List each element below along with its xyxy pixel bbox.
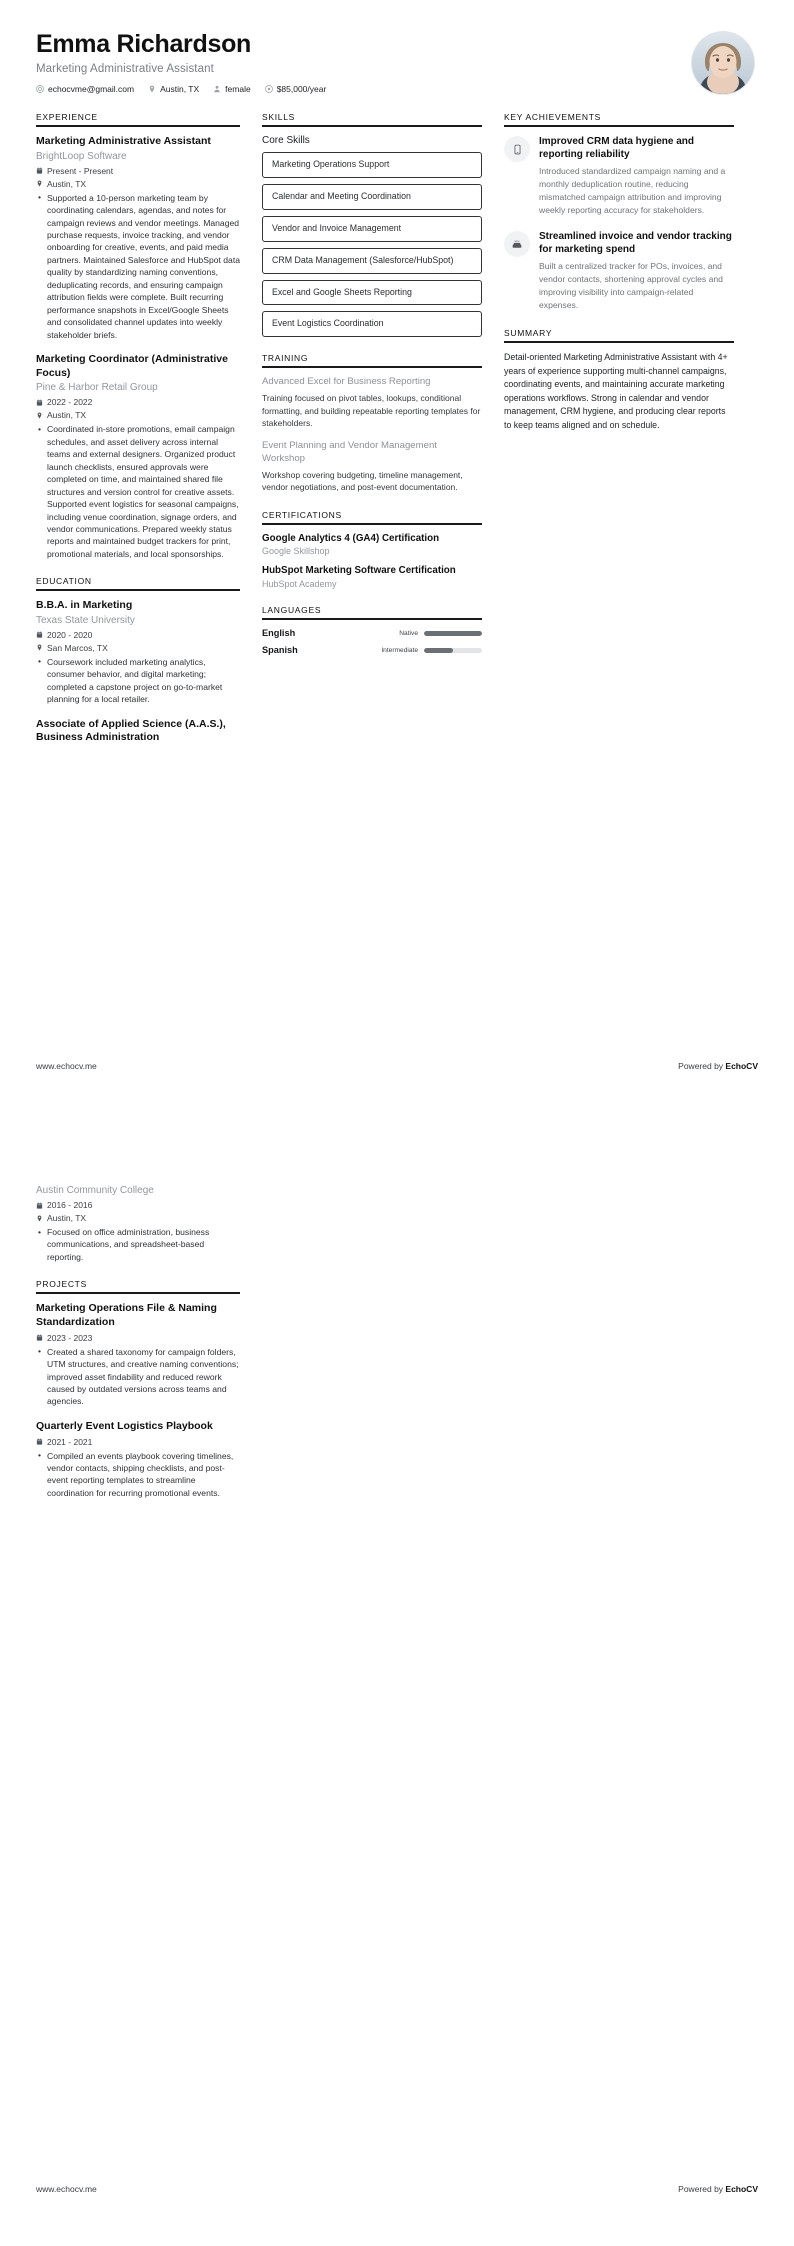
training-entry	[262, 376, 482, 429]
avatar	[692, 32, 754, 94]
footer-powered-prefix: Powered by	[678, 2184, 726, 2194]
location-pin-icon	[36, 644, 43, 651]
resume-page-2	[0, 1123, 794, 2246]
mobile-device-icon	[504, 136, 530, 162]
section-rule	[262, 618, 482, 620]
education-bullets	[36, 1226, 240, 1263]
education-location	[36, 643, 240, 653]
section-rule	[262, 125, 482, 127]
experience-location	[36, 179, 240, 189]
section-training	[262, 353, 482, 493]
experience-company: Pine & Harbor Retail Group	[36, 382, 158, 394]
education-continued	[36, 1184, 240, 1263]
education-bullet: • Focused on office administration, business communications, and spreadsheet-based reporting.	[47, 1226, 240, 1263]
education-bullet: • Coursework included marketing analytics, consumer behavior, and digital marketing; completed a capstone project on go-to-market planning for a local retailer.	[47, 656, 240, 706]
section-title-skills: SKILLS	[262, 112, 296, 122]
experience-company: BrightLoop Software	[36, 150, 127, 162]
certification-org: HubSpot Academy	[262, 579, 337, 590]
candidate-name: Emma Richardson	[36, 30, 252, 58]
section-rule	[36, 125, 240, 127]
experience-bullet: • Supported a 10-person marketing team by coordinating calendars, agendas, and notes for campaign reviews and vendor meetings. Managed purchase requests, invoice tracking, and vendor onboarding for creative, events, and paid media partners. Maintained Salesforce and HubSpot data quality by standardizing naming conventions, deduplicating records, and ensuring campaign attribution fields were complete. Built recurring performance snapshots in Excel/Google Sheets and consolidated channel updates into weekly stakeholder briefs.	[47, 192, 240, 341]
contact-email-value: echocvme@gmail.com	[48, 83, 135, 94]
section-summary	[504, 328, 734, 433]
section-skills	[262, 112, 482, 337]
contact-email[interactable]	[36, 84, 134, 94]
education-dates-value: 2020 - 2020	[47, 629, 93, 640]
middle-column	[262, 112, 482, 671]
section-education	[36, 576, 240, 745]
section-key-achievements	[504, 112, 734, 312]
experience-location-value: Austin, TX	[47, 410, 87, 421]
email-icon	[36, 85, 44, 93]
section-experience	[36, 112, 240, 560]
education-degree: B.B.A. in Marketing	[36, 599, 133, 612]
section-title-summary: SUMMARY	[504, 327, 553, 338]
experience-entry	[36, 135, 240, 341]
header-text-block	[36, 30, 692, 94]
location-pin-icon	[36, 180, 43, 187]
cake-icon	[504, 231, 530, 257]
calendar-icon	[36, 1202, 43, 1209]
achievement-description: Introduced standardized campaign naming and a monthly deduplication routine, reducing mismatched campaign attribution and improving weekly reporting accuracy for stakeholders.	[539, 166, 726, 216]
resume-header	[0, 0, 794, 94]
skill-pill: Event Logistics Coordination	[262, 311, 482, 337]
section-title-education: EDUCATION	[36, 576, 92, 587]
education-entry	[36, 718, 240, 745]
project-entry	[36, 1302, 240, 1408]
project-dates-value: 2021 - 2021	[47, 1436, 93, 1447]
achievement-title: Improved CRM data hygiene and reporting reliability	[539, 136, 695, 161]
education-school: Austin Community College	[36, 1185, 154, 1196]
salary-icon	[265, 85, 273, 93]
contact-salary	[265, 84, 327, 94]
experience-title: Marketing Administrative Assistant	[36, 135, 211, 147]
page-footer	[0, 1061, 794, 1071]
education-location-value: Austin, TX	[47, 1213, 87, 1223]
project-bullet: • Compiled an events playbook covering timelines, vendor contacts, shipping checklists, and post-event reporting templates to streamline coordination for recurring promotional events.	[47, 1450, 240, 1500]
contact-gender-value: female	[225, 83, 251, 94]
section-certifications	[262, 510, 482, 589]
footer-brand: EchoCV	[725, 2184, 758, 2194]
left-column-page2	[36, 1183, 240, 1515]
contact-location	[148, 84, 199, 94]
achievement-title: Streamlined invoice and vendor tracking for marketing spend	[539, 230, 732, 256]
language-level: Intermediate	[381, 646, 418, 654]
resume-columns-page2	[0, 1123, 794, 1515]
section-rule	[36, 589, 240, 591]
footer-powered-prefix: Powered by	[678, 1061, 726, 1071]
experience-bullets	[36, 192, 240, 341]
education-degree: Associate of Applied Science (A.A.S.), Business Administration	[36, 717, 226, 744]
section-rule	[504, 341, 734, 343]
project-dates	[36, 1333, 240, 1343]
achievement-description: Built a centralized tracker for POs, invoices, and vendor contacts, shortening approval cycles and improving visibility into campaign-related expenses.	[539, 261, 723, 310]
experience-bullets	[36, 423, 240, 560]
left-column	[36, 112, 240, 761]
skill-pill: CRM Data Management (Salesforce/HubSpot)	[262, 248, 482, 274]
training-entry	[262, 440, 482, 494]
calendar-icon	[36, 167, 43, 174]
calendar-icon	[36, 399, 43, 406]
contact-gender	[213, 84, 251, 94]
section-title-training: TRAINING	[262, 353, 309, 364]
project-bullets	[36, 1346, 240, 1408]
language-name: English	[262, 628, 296, 639]
section-title-certifications: CERTIFICATIONS	[262, 509, 342, 520]
contact-row	[36, 84, 692, 94]
section-title-languages: LANGUAGES	[262, 605, 322, 616]
location-pin-icon	[36, 412, 43, 419]
experience-entry	[36, 353, 240, 560]
summary-text: Detail-oriented Marketing Administrative Assistant with 4+ years of experience supporting multi-channel campaigns, coordinating events, and maintaining accurate marketing operations workflows. Strong in calendar and vendor management, CRM hygiene, and producing clear reports to keep teams aligned and on schedule.	[504, 351, 728, 430]
education-bullets	[36, 656, 240, 706]
language-row	[262, 628, 482, 638]
certification-title: HubSpot Marketing Software Certification	[262, 565, 456, 577]
location-pin-icon	[36, 1215, 43, 1222]
language-name: Spanish	[262, 645, 298, 656]
resume-columns	[0, 94, 794, 761]
project-bullets	[36, 1450, 240, 1500]
footer-powered-by	[678, 2184, 758, 2194]
certification-title: Google Analytics 4 (GA4) Certification	[262, 532, 440, 544]
education-dates	[36, 630, 240, 640]
section-rule	[262, 523, 482, 525]
achievement-body	[539, 230, 734, 312]
experience-location	[36, 410, 240, 420]
project-bullet: • Created a shared taxonomy for campaign folders, UTM structures, and creative naming conventions; improved asset findability and reduced rework caused by outdated versions across teams and agencies.	[47, 1346, 240, 1408]
calendar-icon	[36, 1438, 43, 1445]
experience-title: Marketing Coordinator (Administrative Focus)	[36, 353, 228, 379]
language-proficiency-bar	[424, 648, 482, 653]
project-title: Marketing Operations File & Naming Standardization	[36, 1302, 217, 1328]
section-rule	[504, 125, 734, 127]
experience-location-value: Austin, TX	[47, 178, 87, 189]
training-title: Advanced Excel for Business Reporting	[262, 376, 431, 388]
page-footer	[0, 2184, 794, 2194]
contact-salary-value: $85,000/year	[276, 83, 327, 94]
footer-url[interactable]: www.echocv.me	[36, 1061, 97, 1071]
footer-brand: EchoCV	[725, 1061, 758, 1071]
section-title-key-achievements: KEY ACHIEVEMENTS	[504, 112, 602, 122]
section-rule	[262, 366, 482, 368]
achievement-item	[504, 230, 734, 312]
calendar-icon	[36, 631, 43, 638]
location-pin-icon	[148, 85, 156, 93]
skill-pill: Marketing Operations Support	[262, 152, 482, 178]
project-dates-value: 2023 - 2023	[47, 1332, 93, 1343]
achievement-item	[504, 135, 734, 217]
footer-powered-by	[678, 1061, 758, 1071]
section-projects	[36, 1279, 240, 1499]
achievement-body	[539, 135, 734, 217]
education-entry	[36, 1184, 240, 1263]
section-title-experience: EXPERIENCE	[36, 112, 98, 122]
person-icon	[213, 85, 221, 93]
section-title-projects: PROJECTS	[36, 1279, 87, 1290]
training-title: Event Planning and Vendor Management Workshop	[262, 440, 437, 465]
certification-entry	[262, 533, 482, 557]
skill-pill: Calendar and Meeting Coordination	[262, 184, 482, 210]
skills-group-title: Core Skills	[262, 135, 310, 146]
project-dates	[36, 1437, 240, 1447]
right-column	[504, 112, 734, 449]
language-level: Native	[399, 629, 418, 637]
experience-dates-value: 2022 - 2022	[47, 397, 93, 408]
project-entry	[36, 1420, 240, 1499]
education-location	[36, 1213, 240, 1223]
skill-pill: Excel and Google Sheets Reporting	[262, 280, 482, 306]
education-dates	[36, 1200, 240, 1210]
calendar-icon	[36, 1334, 43, 1341]
education-dates-value: 2016 - 2016	[47, 1200, 93, 1210]
education-school: Texas State University	[36, 614, 135, 626]
language-proficiency-bar	[424, 631, 482, 636]
experience-dates-value: Present - Present	[47, 165, 114, 176]
skill-pill: Vendor and Invoice Management	[262, 216, 482, 242]
candidate-job-title: Marketing Administrative Assistant	[36, 62, 214, 75]
footer-url[interactable]: www.echocv.me	[36, 2184, 97, 2194]
contact-location-value: Austin, TX	[160, 83, 200, 94]
section-languages	[262, 605, 482, 655]
certification-org: Google Skillshop	[262, 546, 330, 557]
section-rule	[36, 1292, 240, 1294]
experience-dates	[36, 397, 240, 407]
experience-dates	[36, 166, 240, 176]
education-location-value: San Marcos, TX	[47, 642, 108, 653]
training-description: Training focused on pivot tables, lookups, conditional formatting, and building repeatable reporting templates for stakeholders.	[262, 393, 481, 428]
experience-bullet: • Coordinated in-store promotions, email campaign schedules, and asset delivery across internal teams and external designers. Organized product launch checklists, ensured approvals were completed on time, and maintained shared file structures and version control for creative assets. Supported event logistics for seasonal campaigns, including venue coordination, signage orders, and vendor communications. Prepared weekly status reports and maintained budget trackers for print, promotional materials, and local sponsorships.	[47, 423, 240, 560]
education-entry	[36, 599, 240, 705]
language-row	[262, 645, 482, 655]
project-title: Quarterly Event Logistics Playbook	[36, 1419, 213, 1432]
certification-entry	[262, 565, 482, 589]
training-description: Workshop covering budgeting, timeline management, vendor negotiations, and post-event documentation.	[262, 470, 463, 493]
